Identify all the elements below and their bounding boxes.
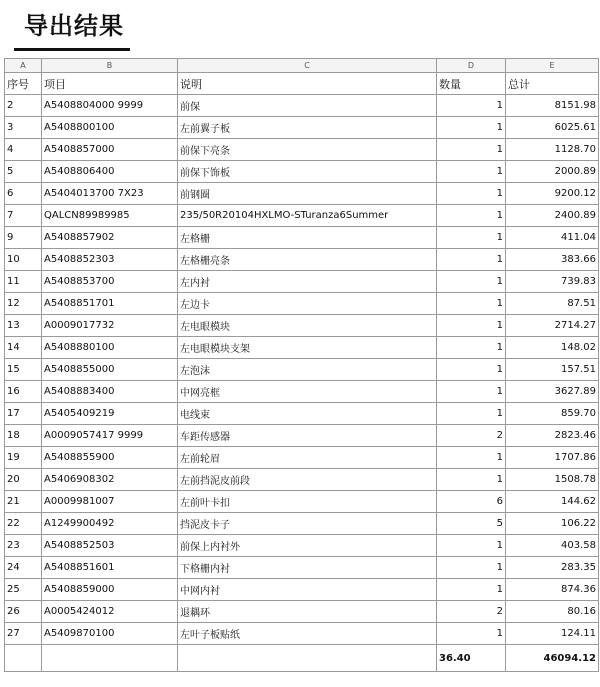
cell-item[interactable]: A5408857000 [42, 139, 178, 161]
cell-desc[interactable]: 中网内衬 [178, 579, 437, 601]
totals-row [5, 645, 599, 672]
table-row [5, 183, 599, 205]
cell-total[interactable]: 739.83 [506, 271, 599, 293]
cell-item[interactable]: QALCN89989985 [42, 205, 178, 227]
cell-seq[interactable]: 12 [5, 293, 42, 315]
cell-desc[interactable]: 前保下亮条 [178, 139, 437, 161]
cell-total[interactable]: 6025.61 [506, 117, 599, 139]
cell-item[interactable]: A5408851701 [42, 293, 178, 315]
table-row [5, 139, 599, 161]
cell-item[interactable]: A5404013700 7X23 [42, 183, 178, 205]
cell-total[interactable]: 1508.78 [506, 469, 599, 491]
cell-qty[interactable]: 2 [437, 425, 506, 447]
cell-total[interactable]: 1128.70 [506, 139, 599, 161]
cell-total[interactable]: 859.70 [506, 403, 599, 425]
empty-cell[interactable] [42, 645, 178, 672]
export-table [4, 58, 599, 672]
table-row [5, 381, 599, 403]
cell-qty[interactable]: 1 [437, 447, 506, 469]
cell-qty[interactable]: 1 [437, 183, 506, 205]
cell-seq[interactable]: 16 [5, 381, 42, 403]
cell-seq[interactable]: 13 [5, 315, 42, 337]
cell-qty[interactable]: 1 [437, 117, 506, 139]
total-qty[interactable]: 36.40 [437, 645, 506, 672]
cell-desc[interactable]: 退耦环 [178, 601, 437, 623]
cell-total[interactable]: 8151.98 [506, 95, 599, 117]
table-row [5, 491, 599, 513]
cell-qty[interactable]: 1 [437, 249, 506, 271]
table-row [5, 535, 599, 557]
cell-total[interactable]: 87.51 [506, 293, 599, 315]
cell-total[interactable]: 283.35 [506, 557, 599, 579]
cell-total[interactable]: 144.62 [506, 491, 599, 513]
cell-seq[interactable]: 21 [5, 491, 42, 513]
cell-qty[interactable]: 1 [437, 579, 506, 601]
cell-desc[interactable]: 前保上内衬外 [178, 535, 437, 557]
cell-desc[interactable]: 235/50R20104HXLMO-STuranza6Summer [178, 205, 437, 227]
cell-total[interactable]: 157.51 [506, 359, 599, 381]
cell-qty[interactable]: 1 [437, 337, 506, 359]
cell-desc[interactable]: 挡泥皮卡子 [178, 513, 437, 535]
cell-seq[interactable]: 15 [5, 359, 42, 381]
cell-item[interactable]: A0009057417 9999 [42, 425, 178, 447]
table-row [5, 315, 599, 337]
table-row [5, 601, 599, 623]
cell-desc[interactable]: 车距传感器 [178, 425, 437, 447]
table-row [5, 447, 599, 469]
cell-seq[interactable]: 20 [5, 469, 42, 491]
table-row [5, 117, 599, 139]
table-row [5, 579, 599, 601]
header-row [5, 73, 599, 95]
column-letter[interactable]: C [178, 59, 437, 73]
cell-item[interactable]: A5408800100 [42, 117, 178, 139]
cell-item[interactable]: A5408855900 [42, 447, 178, 469]
cell-qty[interactable]: 6 [437, 491, 506, 513]
cell-seq[interactable]: 17 [5, 403, 42, 425]
cell-desc[interactable]: 左前翼子板 [178, 117, 437, 139]
empty-cell[interactable] [5, 645, 42, 672]
cell-seq[interactable]: 19 [5, 447, 42, 469]
table-row [5, 425, 599, 447]
cell-seq[interactable]: 6 [5, 183, 42, 205]
cell-total[interactable]: 2823.46 [506, 425, 599, 447]
cell-seq[interactable]: 4 [5, 139, 42, 161]
cell-item[interactable]: A5408852303 [42, 249, 178, 271]
cell-total[interactable]: 9200.12 [506, 183, 599, 205]
cell-total[interactable]: 2000.89 [506, 161, 599, 183]
cell-desc[interactable]: 电线束 [178, 403, 437, 425]
cell-total[interactable]: 403.58 [506, 535, 599, 557]
title-underline [14, 48, 130, 51]
cell-item[interactable]: A5408804000 9999 [42, 95, 178, 117]
cell-seq[interactable]: 5 [5, 161, 42, 183]
page-title: 导出结果 [24, 12, 124, 40]
cell-qty[interactable]: 5 [437, 513, 506, 535]
table-row [5, 227, 599, 249]
table-row [5, 403, 599, 425]
column-letter-row [5, 59, 599, 73]
cell-seq[interactable]: 10 [5, 249, 42, 271]
cell-qty[interactable]: 1 [437, 293, 506, 315]
cell-desc[interactable]: 左边卡 [178, 293, 437, 315]
cell-seq[interactable]: 9 [5, 227, 42, 249]
cell-item[interactable]: A5405409219 [42, 403, 178, 425]
cell-seq[interactable]: 11 [5, 271, 42, 293]
table-row [5, 161, 599, 183]
cell-desc[interactable]: 左电眼模块 [178, 315, 437, 337]
cell-item[interactable]: A5408853700 [42, 271, 178, 293]
cell-qty[interactable]: 1 [437, 227, 506, 249]
cell-qty[interactable]: 1 [437, 271, 506, 293]
cell-item[interactable]: A5408859000 [42, 579, 178, 601]
cell-qty[interactable]: 1 [437, 359, 506, 381]
cell-item[interactable]: A5408857902 [42, 227, 178, 249]
cell-qty[interactable]: 1 [437, 139, 506, 161]
cell-desc[interactable]: 左电眼模块支架 [178, 337, 437, 359]
cell-desc[interactable]: 前保下饰板 [178, 161, 437, 183]
cell-total[interactable]: 411.04 [506, 227, 599, 249]
table-row [5, 205, 599, 227]
cell-total[interactable]: 2400.89 [506, 205, 599, 227]
cell-qty[interactable]: 1 [437, 381, 506, 403]
cell-item[interactable]: A5408880100 [42, 337, 178, 359]
cell-total[interactable]: 148.02 [506, 337, 599, 359]
table-row [5, 337, 599, 359]
cell-seq[interactable]: 22 [5, 513, 42, 535]
cell-desc[interactable]: 左前轮眉 [178, 447, 437, 469]
cell-desc[interactable]: 左泡沫 [178, 359, 437, 381]
cell-desc[interactable]: 下格栅内衬 [178, 557, 437, 579]
table-row [5, 513, 599, 535]
cell-desc[interactable]: 前保 [178, 95, 437, 117]
cell-item[interactable]: A5409870100 [42, 623, 178, 645]
cell-item[interactable]: A5408883400 [42, 381, 178, 403]
cell-item[interactable]: A0009981007 [42, 491, 178, 513]
cell-desc[interactable]: 左叶子板贴纸 [178, 623, 437, 645]
cell-qty[interactable]: 1 [437, 535, 506, 557]
cell-desc[interactable]: 左内衬 [178, 271, 437, 293]
cell-total[interactable]: 3627.89 [506, 381, 599, 403]
column-letter[interactable]: D [437, 59, 506, 73]
cell-qty[interactable]: 1 [437, 95, 506, 117]
column-letter[interactable]: B [42, 59, 178, 73]
cell-qty[interactable]: 1 [437, 403, 506, 425]
cell-qty[interactable]: 1 [437, 161, 506, 183]
cell-seq[interactable]: 25 [5, 579, 42, 601]
cell-item[interactable]: A1249900492 [42, 513, 178, 535]
table-row [5, 359, 599, 381]
cell-total[interactable]: 80.16 [506, 601, 599, 623]
cell-item[interactable]: A5406908302 [42, 469, 178, 491]
cell-total[interactable]: 2714.27 [506, 315, 599, 337]
cell-qty[interactable]: 1 [437, 205, 506, 227]
table-row [5, 293, 599, 315]
table-row [5, 469, 599, 491]
cell-qty[interactable]: 1 [437, 623, 506, 645]
header-item[interactable]: 项目 [42, 73, 178, 95]
cell-item[interactable]: A5408851601 [42, 557, 178, 579]
cell-item[interactable]: A5408855000 [42, 359, 178, 381]
cell-desc[interactable]: 左格栅 [178, 227, 437, 249]
cell-seq[interactable]: 7 [5, 205, 42, 227]
cell-desc[interactable]: 左前叶卡扣 [178, 491, 437, 513]
cell-qty[interactable]: 1 [437, 469, 506, 491]
cell-item[interactable]: A0009017732 [42, 315, 178, 337]
table-row [5, 271, 599, 293]
empty-cell[interactable] [178, 645, 437, 672]
column-letter[interactable]: A [5, 59, 42, 73]
cell-seq[interactable]: 26 [5, 601, 42, 623]
cell-item[interactable]: A5408852503 [42, 535, 178, 557]
cell-item[interactable]: A0005424012 [42, 601, 178, 623]
cell-seq[interactable]: 23 [5, 535, 42, 557]
header-total[interactable]: 总计 [506, 73, 599, 95]
cell-qty[interactable]: 1 [437, 557, 506, 579]
cell-total[interactable]: 874.36 [506, 579, 599, 601]
cell-item[interactable]: A5408806400 [42, 161, 178, 183]
header-qty[interactable]: 数量 [437, 73, 506, 95]
total-amount[interactable]: 46094.12 [506, 645, 599, 672]
cell-total[interactable]: 106.22 [506, 513, 599, 535]
cell-seq[interactable]: 18 [5, 425, 42, 447]
table-row [5, 557, 599, 579]
cell-seq[interactable]: 2 [5, 95, 42, 117]
header-seq[interactable]: 序号 [5, 73, 42, 95]
cell-seq[interactable]: 3 [5, 117, 42, 139]
table-row [5, 623, 599, 645]
cell-desc[interactable]: 前钢圈 [178, 183, 437, 205]
header-desc[interactable]: 说明 [178, 73, 437, 95]
cell-seq[interactable]: 14 [5, 337, 42, 359]
table-row [5, 249, 599, 271]
cell-seq[interactable]: 27 [5, 623, 42, 645]
cell-seq[interactable]: 24 [5, 557, 42, 579]
cell-total[interactable]: 1707.86 [506, 447, 599, 469]
cell-qty[interactable]: 2 [437, 601, 506, 623]
cell-qty[interactable]: 1 [437, 315, 506, 337]
cell-desc[interactable]: 中网亮框 [178, 381, 437, 403]
column-letter[interactable]: E [506, 59, 599, 73]
table-row [5, 95, 599, 117]
cell-desc[interactable]: 左格栅亮条 [178, 249, 437, 271]
cell-total[interactable]: 383.66 [506, 249, 599, 271]
cell-desc[interactable]: 左前挡泥皮前段 [178, 469, 437, 491]
cell-total[interactable]: 124.11 [506, 623, 599, 645]
